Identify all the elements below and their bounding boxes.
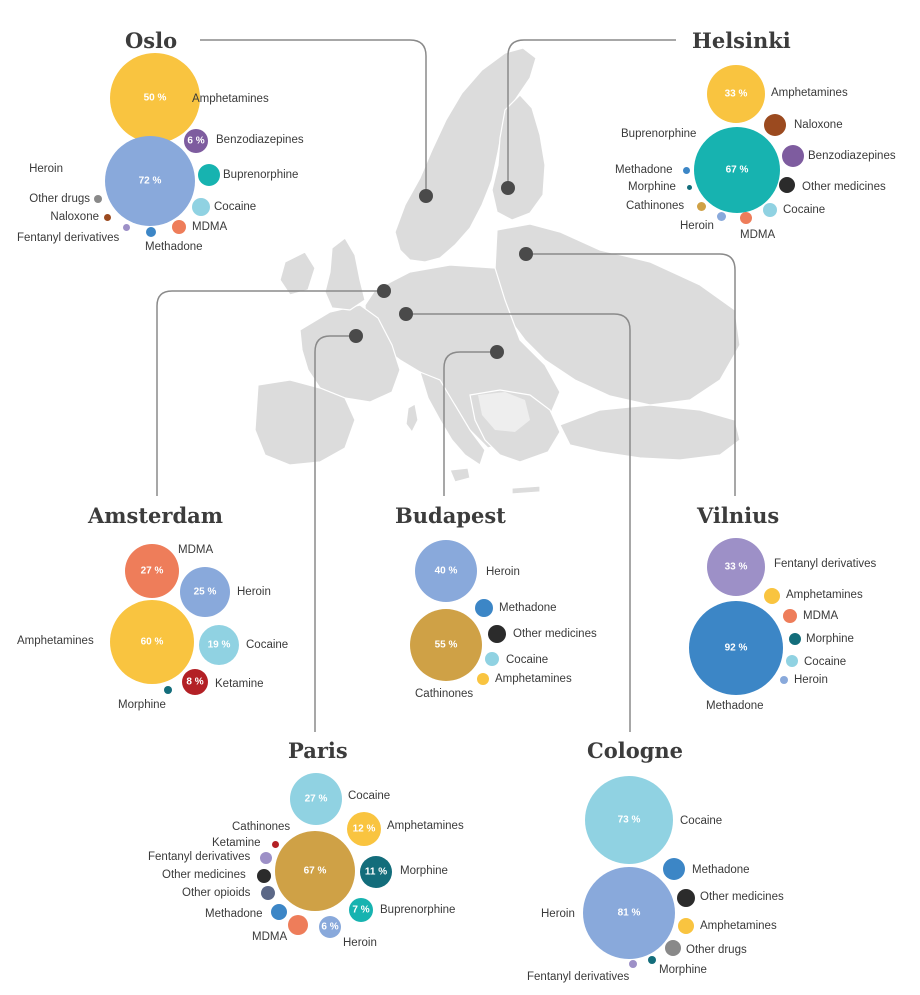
substance-label-oslo-buprenorphine: Buprenorphine	[223, 169, 299, 181]
bubble-oslo-heroin	[105, 136, 195, 226]
substance-label-helsinki-benzodiazepines: Benzodiazepines	[808, 150, 896, 162]
substance-label-vilnius-methadone: Methadone	[706, 700, 764, 712]
value-label: 60 %	[140, 636, 164, 648]
value-label: 40 %	[434, 565, 458, 577]
substance-label-cologne-cocaine: Cocaine	[680, 815, 723, 827]
land-crete	[512, 486, 540, 494]
city-title-amsterdam: Amsterdam	[88, 503, 223, 528]
bubble-oslo-methadone	[146, 227, 156, 237]
bubble-cologne-fentanyl-derivatives	[629, 960, 637, 968]
bubble-cologne-heroin	[583, 867, 675, 959]
substance-label-budapest-heroin: Heroin	[486, 566, 520, 578]
bubble-amsterdam-amphetamines	[110, 600, 194, 684]
city-title-oslo: Oslo	[125, 28, 178, 53]
substance-label-amsterdam-mdma: MDMA	[178, 544, 214, 556]
substance-label-vilnius-mdma: MDMA	[803, 610, 839, 622]
value-label: 25 %	[193, 586, 217, 598]
bubble-cologne-amphetamines	[678, 918, 694, 934]
bubble-budapest-cathinones	[410, 609, 482, 681]
substance-label-cologne-morphine: Morphine	[659, 964, 707, 976]
bubble-helsinki-other-medicines	[779, 177, 795, 193]
bubble-cologne-morphine	[648, 956, 656, 964]
bubble-helsinki-amphetamines	[707, 65, 765, 123]
bubble-amsterdam-mdma	[125, 544, 179, 598]
value-label: 92 %	[724, 642, 748, 654]
bubble-amsterdam-ketamine	[182, 669, 208, 695]
substance-label-helsinki-cathinones: Cathinones	[626, 200, 685, 212]
bubble-helsinki-naloxone	[764, 114, 786, 136]
substance-label-amsterdam-morphine: Morphine	[118, 699, 166, 711]
bubble-helsinki-morphine	[687, 185, 692, 190]
bubble-vilnius-fentanyl-derivatives	[707, 538, 765, 596]
substance-label-paris-other-medicines: Other medicines	[162, 869, 246, 881]
city-title-cologne: Cologne	[587, 738, 684, 763]
city-title-vilnius: Vilnius	[697, 503, 780, 528]
value-label: 33 %	[724, 561, 748, 573]
bubble-cologne-methadone	[663, 858, 685, 880]
substance-label-oslo-naloxone: Naloxone	[50, 211, 99, 223]
bubble-budapest-heroin	[415, 540, 477, 602]
substance-label-vilnius-heroin: Heroin	[794, 674, 828, 686]
marker-vilnius	[519, 247, 533, 261]
bubble-helsinki-heroin	[717, 212, 726, 221]
substance-label-cologne-heroin: Heroin	[541, 908, 575, 920]
bubble-paris-other-opioids	[261, 886, 275, 900]
substance-label-paris-heroin: Heroin	[343, 937, 377, 949]
land-sicily	[450, 468, 470, 482]
bubble-paris-fentanyl-derivatives	[260, 852, 272, 864]
bubble-paris-methadone	[271, 904, 287, 920]
marker-oslo	[419, 189, 433, 203]
bubble-budapest-amphetamines	[477, 673, 489, 685]
substance-label-budapest-cathinones: Cathinones	[415, 688, 474, 700]
substance-label-helsinki-morphine: Morphine	[628, 181, 676, 193]
substance-label-helsinki-buprenorphine: Buprenorphine	[621, 128, 697, 140]
bubble-vilnius-amphetamines	[764, 588, 780, 604]
marker-amsterdam	[377, 284, 391, 298]
value-label: 55 %	[434, 639, 458, 651]
value-label: 7 %	[352, 904, 370, 916]
substance-label-vilnius-fentanyl-derivatives: Fentanyl derivatives	[774, 558, 877, 570]
land-great-britain	[325, 238, 365, 310]
substance-label-oslo-benzodiazepines: Benzodiazepines	[216, 134, 304, 146]
substance-label-helsinki-other-medicines: Other medicines	[802, 181, 886, 193]
substance-label-paris-fentanyl-derivatives: Fentanyl derivatives	[148, 851, 251, 863]
substance-label-paris-methadone: Methadone	[205, 908, 263, 920]
substance-label-paris-morphine: Morphine	[400, 865, 448, 877]
bubble-paris-cocaine	[290, 773, 342, 825]
bubble-oslo-other-drugs	[94, 195, 102, 203]
substance-label-cologne-other-drugs: Other drugs	[686, 944, 747, 956]
bubble-paris-buprenorphine	[349, 898, 373, 922]
marker-cologne	[399, 307, 413, 321]
substance-label-cologne-methadone: Methadone	[692, 864, 750, 876]
bubble-vilnius-morphine	[789, 633, 801, 645]
substance-label-oslo-fentanyl-derivatives: Fentanyl derivatives	[17, 232, 120, 244]
bubble-paris-other-medicines	[257, 869, 271, 883]
bubble-helsinki-methadone	[683, 167, 690, 174]
bubble-oslo-mdma	[172, 220, 186, 234]
substance-label-helsinki-naloxone: Naloxone	[794, 119, 843, 131]
bubble-oslo-buprenorphine	[198, 164, 220, 186]
bubble-vilnius-cocaine	[786, 655, 798, 667]
value-label: 67 %	[303, 865, 327, 877]
bubble-budapest-other-medicines	[488, 625, 506, 643]
substance-label-vilnius-morphine: Morphine	[806, 633, 854, 645]
substance-label-cologne-amphetamines: Amphetamines	[700, 920, 777, 932]
bubble-oslo-amphetamines	[110, 53, 200, 143]
bubble-cologne-cocaine	[585, 776, 673, 864]
value-label: 8 %	[186, 676, 204, 688]
city-title-paris: Paris	[288, 738, 348, 763]
bubble-oslo-naloxone	[104, 214, 111, 221]
city-title-helsinki: Helsinki	[692, 28, 791, 53]
substance-label-budapest-cocaine: Cocaine	[506, 654, 549, 666]
substance-label-vilnius-amphetamines: Amphetamines	[786, 589, 863, 601]
substance-label-oslo-heroin: Heroin	[29, 163, 63, 175]
bubble-helsinki-benzodiazepines	[782, 145, 804, 167]
value-label: 67 %	[725, 164, 749, 176]
substance-label-helsinki-mdma: MDMA	[740, 229, 776, 241]
bubble-vilnius-methadone	[689, 601, 783, 695]
bubble-helsinki-buprenorphine	[694, 127, 780, 213]
substance-label-oslo-methadone: Methadone	[145, 241, 203, 253]
bubble-paris-heroin	[319, 916, 341, 938]
value-label: 81 %	[617, 907, 641, 919]
land-corsica-sardinia	[406, 404, 418, 432]
substance-label-vilnius-cocaine: Cocaine	[804, 656, 847, 668]
bubble-budapest-cocaine	[485, 652, 499, 666]
land-turkey	[560, 405, 740, 460]
substance-label-budapest-other-medicines: Other medicines	[513, 628, 597, 640]
bubble-vilnius-mdma	[783, 609, 797, 623]
value-label: 50 %	[143, 92, 167, 104]
value-label: 11 %	[364, 866, 388, 878]
substance-label-paris-mdma: MDMA	[252, 931, 288, 943]
marker-helsinki	[501, 181, 515, 195]
value-label: 73 %	[617, 814, 641, 826]
bubble-amsterdam-morphine	[164, 686, 172, 694]
substance-label-helsinki-heroin: Heroin	[680, 220, 714, 232]
substance-label-oslo-amphetamines: Amphetamines	[192, 93, 269, 105]
value-label: 33 %	[724, 88, 748, 100]
bubble-vilnius-heroin	[780, 676, 788, 684]
substance-label-helsinki-methadone: Methadone	[615, 164, 673, 176]
city-title-budapest: Budapest	[395, 503, 506, 528]
bubble-paris-morphine	[360, 856, 392, 888]
substance-label-paris-buprenorphine: Buprenorphine	[380, 904, 456, 916]
substance-label-amsterdam-amphetamines: Amphetamines	[17, 635, 94, 647]
substance-label-cologne-fentanyl-derivatives: Fentanyl derivatives	[527, 971, 630, 983]
substance-label-helsinki-cocaine: Cocaine	[783, 204, 826, 216]
bubble-helsinki-cocaine	[763, 203, 777, 217]
marker-budapest	[490, 345, 504, 359]
substance-label-paris-cathinones: Cathinones	[232, 821, 291, 833]
value-label: 19 %	[207, 639, 231, 651]
bubble-cologne-other-drugs	[665, 940, 681, 956]
substance-label-oslo-other-drugs: Other drugs	[29, 193, 90, 205]
bubble-amsterdam-cocaine	[199, 625, 239, 665]
value-label: 6 %	[321, 921, 339, 933]
value-label: 27 %	[140, 565, 164, 577]
value-label: 6 %	[187, 135, 205, 147]
bubble-helsinki-cathinones	[697, 202, 706, 211]
bubble-cologne-other-medicines	[677, 889, 695, 907]
substance-label-budapest-methadone: Methadone	[499, 602, 557, 614]
substance-label-paris-amphetamines: Amphetamines	[387, 820, 464, 832]
substance-label-helsinki-amphetamines: Amphetamines	[771, 87, 848, 99]
marker-paris	[349, 329, 363, 343]
substance-label-amsterdam-cocaine: Cocaine	[246, 639, 289, 651]
bubble-paris-amphetamines	[347, 812, 381, 846]
bubble-oslo-fentanyl-derivatives	[123, 224, 130, 231]
bubble-paris-mdma	[288, 915, 308, 935]
value-label: 12 %	[352, 823, 376, 835]
value-label: 27 %	[304, 793, 328, 805]
bubble-amsterdam-heroin	[180, 567, 230, 617]
bubble-oslo-benzodiazepines	[184, 129, 208, 153]
substance-label-amsterdam-heroin: Heroin	[237, 586, 271, 598]
bubble-paris-ketamine	[272, 841, 279, 848]
bubble-oslo-cocaine	[192, 198, 210, 216]
substance-label-paris-cocaine: Cocaine	[348, 790, 391, 802]
substance-label-amsterdam-ketamine: Ketamine	[215, 678, 264, 690]
substance-label-paris-ketamine: Ketamine	[212, 837, 261, 849]
substance-label-paris-other-opioids: Other opioids	[182, 887, 251, 899]
substance-label-oslo-mdma: MDMA	[192, 221, 228, 233]
substance-label-budapest-amphetamines: Amphetamines	[495, 673, 572, 685]
bubble-paris-cathinones	[275, 831, 355, 911]
value-label: 72 %	[138, 175, 162, 187]
substance-label-oslo-cocaine: Cocaine	[214, 201, 257, 213]
bubble-helsinki-mdma	[740, 212, 752, 224]
land-ireland	[280, 252, 315, 295]
bubble-budapest-methadone	[475, 599, 493, 617]
substance-label-cologne-other-medicines: Other medicines	[700, 891, 784, 903]
